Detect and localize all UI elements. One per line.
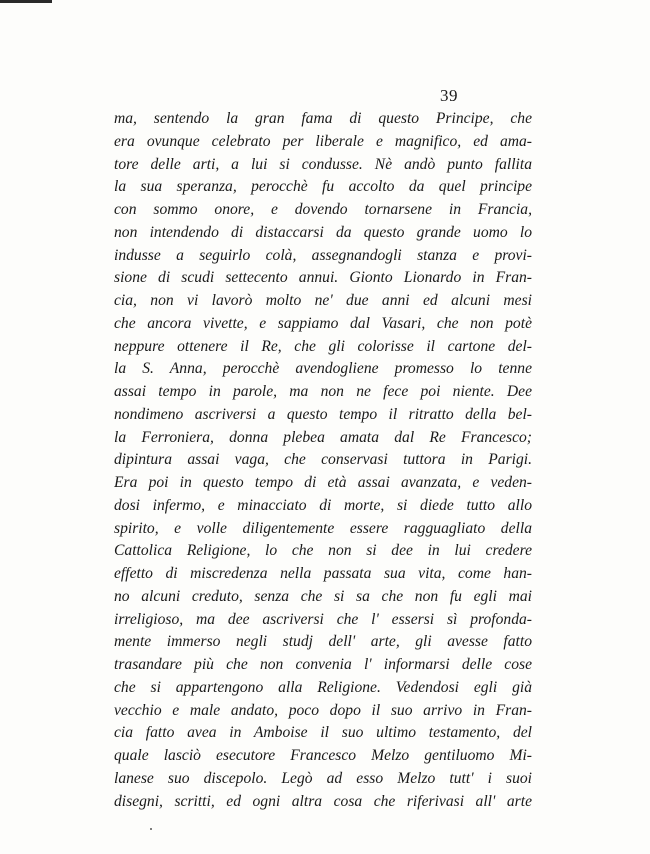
text-line: cia, non vi lavorò molto ne' due anni ed alcuni mesi — [114, 292, 532, 309]
text-line: no alcuni creduto, senza che si sa che non fu egli mai — [114, 587, 532, 605]
text-line: irreligioso, ma dee ascriversi che l' essersi sì profonda- — [114, 610, 532, 628]
text-line: vecchio e male andato, poco dopo il suo arrivo in Fran- — [114, 701, 532, 719]
text-line: che ancora vivette, e sappiamo dal Vasari, che non potè — [114, 314, 532, 332]
text-line: Era poi in questo tempo di età assai avanzata, e veden- — [114, 474, 532, 491]
text-line: spirito, e volle diligentemente essere ragguagliato della — [114, 519, 532, 537]
text-line: che si appartengono alla Religione. Vedendosi egli già — [114, 678, 532, 696]
text-line: ma, sentendo la gran fama di questo Principe, che — [114, 110, 532, 127]
text-line: effetto di miscredenza nella passata sua vita, come han- — [114, 565, 532, 582]
text-line: assai tempo in parole, ma non ne fece poi niente. Dee — [114, 383, 532, 400]
scan-edge-mark — [0, 0, 52, 3]
body-text — [114, 108, 532, 813]
text-line: Cattolica Religione, lo che non si dee in lui credere — [114, 542, 532, 560]
text-line: non intendendo di distaccarsi da questo grande uomo lo — [114, 223, 532, 241]
page-number: 39 — [440, 86, 458, 105]
text-line: mente immerso negli studj dell' arte, gli avesse fatto — [114, 633, 532, 651]
text-line: disegni, scritti, ed ogni altra cosa che riferivasi all' arte — [114, 792, 532, 810]
text-line: tore delle arti, a lui si condusse. Nè andò punto fallita — [114, 155, 532, 173]
text-line: lanese suo discepolo. Legò ad esso Melzo tutt' i suoi — [114, 769, 532, 787]
text-line: indusse a seguirlo colà, assegnandogli stanza e provi- — [114, 246, 532, 264]
text-line: trasandare più che non convenia l' informarsi delle cose — [114, 656, 532, 673]
text-line: sione di scudi settecento annui. Gionto Lionardo in Fran- — [114, 269, 532, 287]
text-line: quale lasciò esecutore Francesco Melzo gentiluomo Mi- — [114, 747, 532, 764]
text-line: dosi infermo, e minacciato di morte, si diede tutto allo — [114, 496, 532, 514]
text-line: dipintura assai vaga, che conservasi tuttora in Parigi. — [114, 451, 532, 469]
text-line: la Ferroniera, donna plebea amata dal Re Francesco; — [114, 428, 532, 446]
text-line: era ovunque celebrato per liberale e magnifico, ed ama- — [114, 132, 532, 150]
text-line: con sommo onore, e dovendo tornarsene in Francia, — [114, 201, 532, 218]
paper-speck — [150, 828, 152, 830]
text-line: neppure ottenere il Re, che gli colorisse il cartone del- — [114, 337, 532, 355]
text-line: la S. Anna, perocchè avendogliene promesso lo tenne — [114, 360, 532, 378]
text-line: la sua speranza, perocchè fu accolto da quel principe — [114, 178, 532, 196]
text-line: cia fatto avea in Amboise il suo ultimo testamento, del — [114, 724, 532, 742]
text-line: nondimeno ascriversi a questo tempo il ritratto della bel- — [114, 405, 532, 423]
